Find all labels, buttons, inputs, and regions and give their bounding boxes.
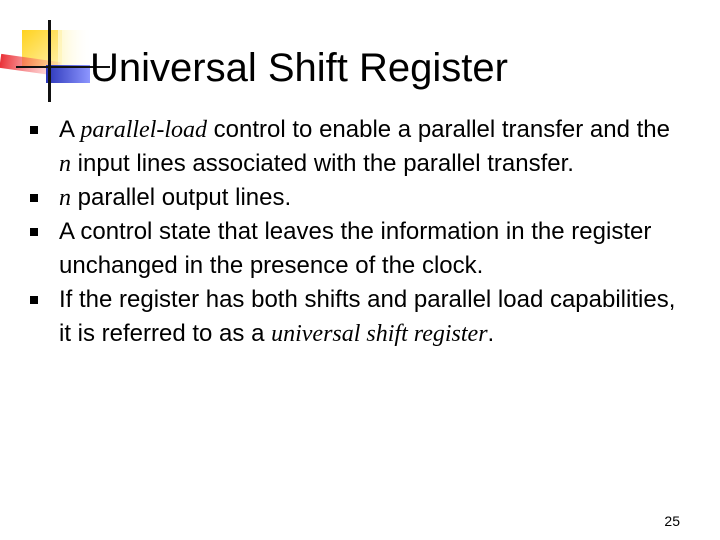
square-bullet-icon (30, 296, 38, 304)
bullet-text: A control state that leaves the information in the register unchanged in the presence of the clock. (59, 218, 652, 279)
emphasis-text: n (59, 185, 71, 211)
page-number: 25 (664, 513, 680, 529)
square-bullet-icon (30, 126, 38, 134)
bullet-text: control to enable a parallel transfer and the (207, 116, 670, 143)
yellow-fade-shape (58, 30, 92, 68)
bullet-text: parallel output lines. (71, 184, 292, 211)
emphasis-text: universal shift register (271, 321, 488, 347)
bullet-item-universal-definition (24, 283, 684, 351)
bullet-text: A (59, 116, 81, 143)
bullet-list (24, 113, 684, 351)
bullet-text: . (487, 320, 495, 347)
emphasis-text: parallel-load (80, 117, 208, 143)
bullet-item-output-lines (24, 181, 684, 215)
vertical-guide-line (48, 20, 51, 102)
bullet-text: input lines associated with the parallel transfer. (71, 150, 574, 177)
square-bullet-icon (30, 194, 38, 202)
square-bullet-icon (30, 228, 38, 236)
bullet-text: If the register has both shifts and parallel load capabilities, it is referred to as a (59, 286, 676, 347)
bullet-item-parallel-load (24, 113, 684, 181)
slide-title: Universal Shift Register (90, 46, 508, 90)
emphasis-text: n (59, 151, 71, 177)
bullet-item-control-state (24, 215, 684, 283)
